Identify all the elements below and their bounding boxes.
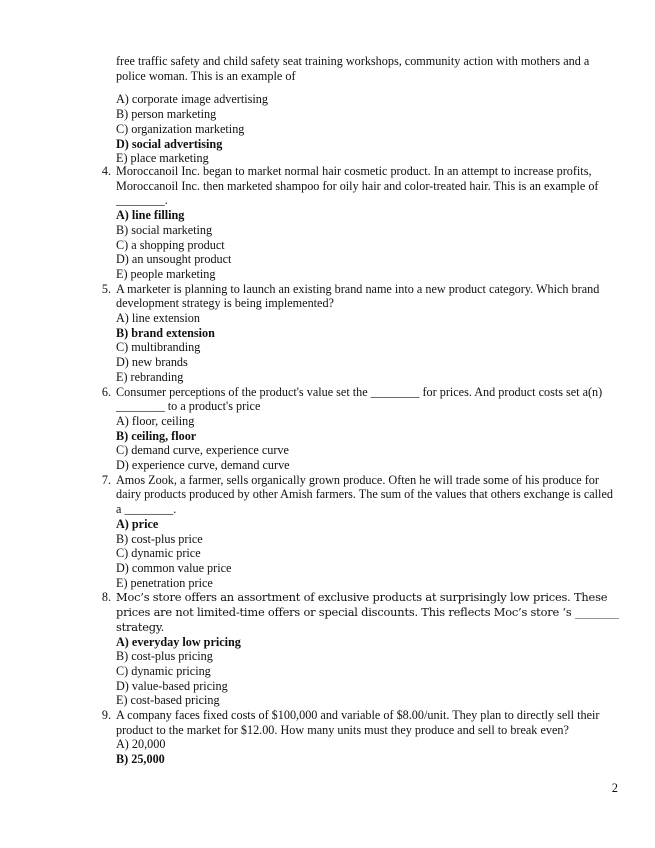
correct-answer-option: D) social advertising	[116, 136, 223, 151]
answer-option: A) floor, ceiling	[116, 413, 195, 428]
answer-option: D) new brands	[116, 355, 188, 370]
answer-option: C) organization marketing	[116, 121, 245, 136]
answer-option: D) an unsought product	[116, 252, 232, 267]
answer-option: B) social marketing	[116, 222, 213, 237]
question-6	[93, 385, 621, 473]
correct-answer-option: B) brand extension	[116, 325, 215, 340]
answer-option: D) value-based pricing	[116, 678, 228, 693]
answer-option: E) penetration price	[116, 575, 213, 590]
question-4	[93, 164, 621, 282]
question-list	[93, 164, 621, 767]
correct-answer-option: A) line filling	[116, 208, 185, 223]
question-stem: A company faces fixed costs of $100,000 and variable of $8.00/unit. They plan to directly sell their product to the market for $12.00. How many units must they produce and sell to break even?	[116, 708, 600, 737]
question-number: 9.	[101, 708, 111, 723]
question-7	[93, 473, 621, 591]
correct-answer-option: A) price	[116, 516, 159, 531]
answer-option: A) 20,000	[116, 737, 166, 752]
answer-option: C) demand curve, experience curve	[116, 443, 289, 458]
question-stem: free traffic safety and child safety seat training workshops, community action with mothers and a police woman. This is an example of	[116, 54, 590, 83]
answer-option: E) rebranding	[116, 369, 184, 384]
answer-option: E) place marketing	[116, 151, 209, 166]
answer-option: C) dynamic price	[116, 546, 201, 561]
answer-options	[116, 92, 621, 166]
answer-option: A) line extension	[116, 311, 200, 326]
question-9	[93, 708, 621, 767]
answer-option: B) person marketing	[116, 107, 217, 122]
question-8	[93, 590, 621, 708]
answer-option: D) common value price	[116, 560, 232, 575]
correct-answer-option: A) everyday low pricing	[116, 634, 241, 649]
question-number: 6.	[101, 384, 111, 399]
question-stem: Amos Zook, a farmer, sells organically grown produce. Often he will trade some of his produce for dairy products produced by other Amish farmers. The sum of the values that others exchange is called a ________.	[116, 472, 613, 517]
answer-option: E) cost-based pricing	[116, 693, 220, 708]
correct-answer-option: B) 25,000	[116, 752, 165, 767]
question-number: 5.	[101, 281, 111, 296]
question-number: 7.	[101, 472, 111, 487]
answer-option: E) people marketing	[116, 266, 216, 281]
answer-option: B) cost-plus price	[116, 531, 203, 546]
answer-option: C) multibranding	[116, 340, 201, 355]
answer-option: D) experience curve, demand curve	[116, 458, 290, 473]
question-number: 4.	[101, 164, 111, 178]
question-number: 8.	[101, 590, 111, 605]
answer-option: C) a shopping product	[116, 237, 225, 252]
answer-option: A) corporate image advertising	[116, 92, 268, 107]
question-stem: Consumer perceptions of the product's value set the ________ for prices. And product costs set a(n) ________ to a product's price	[116, 384, 603, 414]
spacer	[116, 83, 621, 92]
correct-answer-option: B) ceiling, floor	[116, 428, 197, 443]
question-stem: A marketer is planning to launch an existing brand name into a new product category. Which brand development strategy is being implemented?	[116, 281, 600, 311]
answer-option: B) cost-plus pricing	[116, 649, 213, 664]
page-number: 2	[611, 781, 618, 795]
question-stem: Moroccanoil Inc. began to market normal hair cosmetic product. In an attempt to increase profits, Moroccanoil Inc. then marketed shampoo for oily hair and color-treated hair. This is an example of ________.	[116, 164, 599, 208]
question-stem: Moc’s store offers an assortment of exclusive products at surprisingly low prices. These prices are not limited-time offers or special discounts. This reflects Moc’s store ‘s ________ strategy.	[116, 590, 619, 634]
continued-question	[116, 54, 621, 166]
answer-option: C) dynamic pricing	[116, 663, 211, 678]
question-5	[93, 282, 621, 385]
